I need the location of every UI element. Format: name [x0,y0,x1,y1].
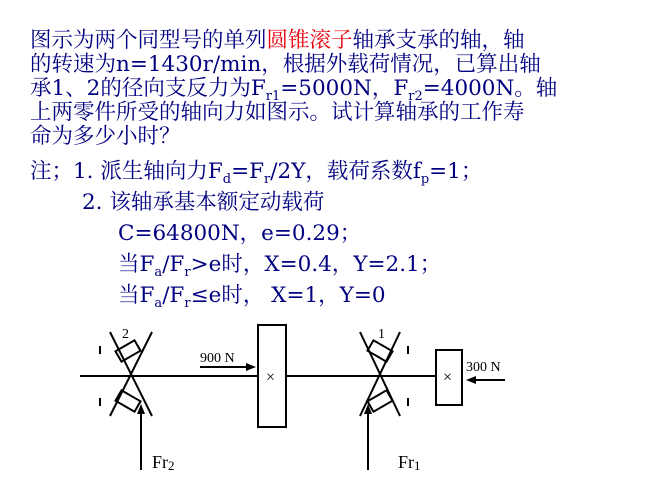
gear-right-mark: × [443,369,453,386]
note-line-2: 2. 该轴承基本额定动载荷 [82,190,325,215]
note-line-1: 注；1. 派生轴向力$F_d=F_r/2Y$，载荷系数$f_p=1$； [30,159,483,187]
bearing-2 [100,332,152,416]
problem-line-1: 图示为两个同型号的单列圆锥滚子轴承支承的轴，轴 [30,28,525,53]
bearing-1-label: 1 [378,327,385,342]
gear-left-mark: × [266,369,276,386]
problem-line-2: 的转速为n=1430r/min，根据外载荷情况，已算出轴 [30,52,541,77]
note-line-4: 当$F_a/F_r>e$时，X=0.4，Y=2.1； [118,252,442,280]
note-line-3: C=64800N，e=0.29； [118,221,362,246]
problem-line-3: 承1、2的径向支反力为$F_{r1}=5000N$，$F_{r2}=4000N$。轴 [30,76,558,104]
problem-line-4: 上两零件所受的轴向力如图示。试计算轴承的工作寿 [30,100,525,125]
force-label-300n: 300 N [466,360,501,375]
bearing-1 [360,332,408,416]
radial-force-label-1: Fr1 [398,452,421,473]
radial-force-label-2: Fr2 [152,452,175,473]
bearing-2-label: 2 [122,327,129,342]
problem-line-5: 命为多少小时？ [30,124,181,149]
highlight-term: 圆锥滚子 [266,28,353,53]
note-line-5: 当$F_a/F_r\le e$时， X=1，Y=0 [118,283,386,311]
force-label-900n: 900 N [200,351,235,366]
